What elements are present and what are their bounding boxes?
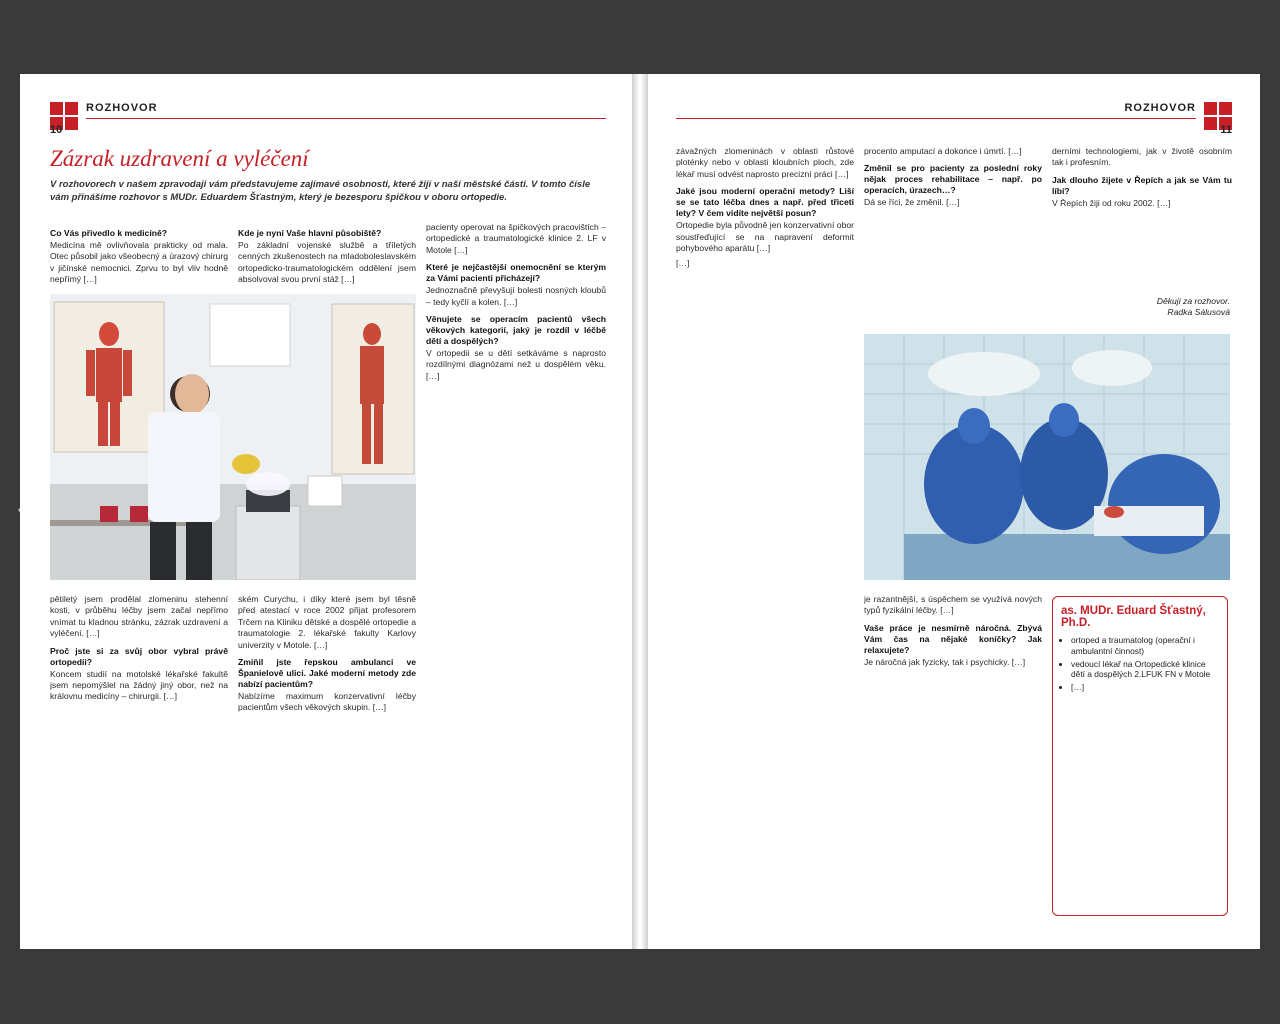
author-line: Radka Sálusová — [1167, 307, 1230, 318]
question-heading: Jak dlouho žijete v Řepích a jak se Vám tu líbí? — [1052, 174, 1232, 196]
doctor-profile-box — [1052, 596, 1228, 916]
page-number: 11 — [1220, 124, 1232, 136]
spread-gutter — [632, 74, 648, 949]
question-heading: Změnil se pro pacienty za poslední roky nějak proces rehabilitace – např. po operacích, úrazech…? — [864, 163, 1042, 196]
profile-title: as. MUDr. Eduard Šťastný, Ph.D. — [1061, 605, 1206, 629]
doctor-office-photo — [50, 294, 416, 580]
answer-text: Ortopedie byla původně jen konzervativní obor soustřeďující se na napravení deformit pohybového aparátu […] — [676, 220, 854, 254]
answer-text — [676, 594, 677, 595]
answer-text: ském Curychu, i díky které jsem byl těsně před atestací v roce 2002 přijat profesorem Trčem na Kliniku dětské a dospělé ortopedie a traumatologie 2. lékařské fakulty Karlovy univerzity v Motole. […] — [238, 594, 416, 650]
answer-text: Nabízíme maximum konzervativní léčby pacientům všech věkových skupin. […] — [238, 691, 416, 713]
answer-text: Je náročná jak fyzicky, tak i psychicky. […] — [864, 656, 1026, 667]
article-lead: V rozhovorech v našem zpravodaji vám představujeme zajímavé osobnosti, které žijí v naší městské části. V tomto čísle vám přinášíme rozhovor s MUDr. Eduardem Šťastným, který je bezesporu špičkou v oboru ortopedie. — [50, 179, 591, 203]
question-heading: Vaše práce je nesmírně náročná. Zbývá Vám čas na nějaké koníčky? Jak relaxujete? — [864, 622, 1042, 655]
signature — [1052, 296, 1230, 319]
answer-text: pacienty operovat na špičkových pracovištích – ortopedické a traumatologické klinice 2. LF v Motole […] — [426, 222, 606, 255]
profile-list — [1061, 635, 1219, 693]
article-column — [50, 222, 228, 292]
question-heading: Věnujete se operacím pacientů všech věkových kategorií, jaký je rozdíl v léčbě dětí a dospělých? — [426, 314, 606, 347]
article-column — [426, 222, 606, 912]
question-heading: Kde je nyní Vaše hlavní působiště? — [238, 228, 382, 238]
page-header — [676, 102, 1232, 138]
left-page — [20, 74, 632, 949]
article-column-spacer — [676, 594, 677, 595]
answer-text: derními technologiemi, jak v životě osobním tak i profesním. — [1052, 146, 1232, 168]
question-heading: Jaké jsou moderní operační metody? Liší se se tato léčba dnes a např. před třiceti lety? V čem vidíte největší posun? — [676, 186, 854, 219]
answer-text: […] — [676, 258, 690, 269]
article-column — [238, 594, 416, 920]
article-column — [238, 222, 416, 292]
header-rule — [676, 118, 1196, 119]
answer-text: Dá se říci, že změnil. […] — [864, 197, 960, 208]
answer-text: V Řepích žiji od roku 2002. […] — [1052, 197, 1171, 208]
answer-text: procento amputací a dokonce i úmrtí. […] — [864, 146, 1022, 156]
answer-text: je razantnější, s úspěchem se využívá nových typů fyzikální léčby. […] — [864, 594, 1042, 616]
article-column — [1052, 146, 1232, 296]
profile-item: • vedoucí lékař na Ortopedické klinice dětí a dospělých 2.LFUK FN v Motole — [1071, 659, 1219, 681]
right-page — [648, 74, 1260, 949]
section-label: ROZHOVOR — [1124, 102, 1196, 114]
question-heading: Proč jste si za svůj obor vybral právě ortopedii? — [50, 645, 228, 667]
answer-text: V ortopedii se u dětí setkáváme s naprosto rozdílnými diagnózami než u dospělém věku. […] — [426, 348, 606, 381]
article-column — [676, 146, 854, 920]
article-title: Zázrak uzdravení a vyléčení — [50, 146, 309, 171]
surgery-photo — [864, 334, 1230, 580]
question-heading: Co Vás přivedlo k medicíně? — [50, 228, 168, 238]
answer-text: Koncem studií na motolské lékařské fakultě jsem nepomýšlel na žádný jiný obor, než na královnu medicíny – chirurgii. […] — [50, 668, 228, 702]
article-column — [864, 594, 1042, 920]
header-rule — [86, 118, 606, 119]
page-header — [50, 102, 606, 138]
answer-text: závažných zlomeninách v oblasti růstové ploténky nebo v oblasti kloubních ploch, zde lékař musí odvést naprosto precizní práci […] — [676, 146, 854, 179]
answer-text: pětiletý jsem prodělal zlomeninu stehenní kosti, v průběhu léčby jsem začal nepřímo vnímat tu kladnou stránku, zázrak uzdravení a vyléčení. […] — [50, 594, 228, 639]
article-column — [50, 594, 228, 920]
article-column — [864, 146, 1042, 332]
thanks-line: Děkuji za rozhovor. — [1156, 296, 1230, 306]
profile-item: • […] — [1071, 682, 1219, 693]
answer-text: Medicína mě ovlivňovala prakticky od mala. Otec působil jako všeobecný a úrazový chirurg v jičínské nemocnici. Zprvu to byl vliv hodně nepřímý […] — [50, 240, 228, 285]
profile-item: • ortoped a traumatolog (operační i ambulantní činnost) — [1071, 635, 1219, 657]
question-heading: Které je nejčastější onemocnění se kterým za Vámi pacienti přicházejí? — [426, 262, 606, 284]
answer-text: Po základní vojenské službě a tříletých cenných zkušenostech na mladoboleslavském ortopedicko-traumatologickém oddělení jsem absolvoval svou první stáž […] — [238, 240, 416, 285]
answer-text: Jednoznačně převyšují bolesti nosných kloubů – tedy kyčlí a kolen. […] — [426, 285, 606, 307]
section-label: ROZHOVOR — [86, 102, 158, 114]
page-number: 10 — [50, 124, 63, 136]
question-heading: Zmiňil jste řepskou ambulanci ve Španielově ulici. Jaké moderní metody zde nabízí pacientům? — [238, 657, 416, 690]
